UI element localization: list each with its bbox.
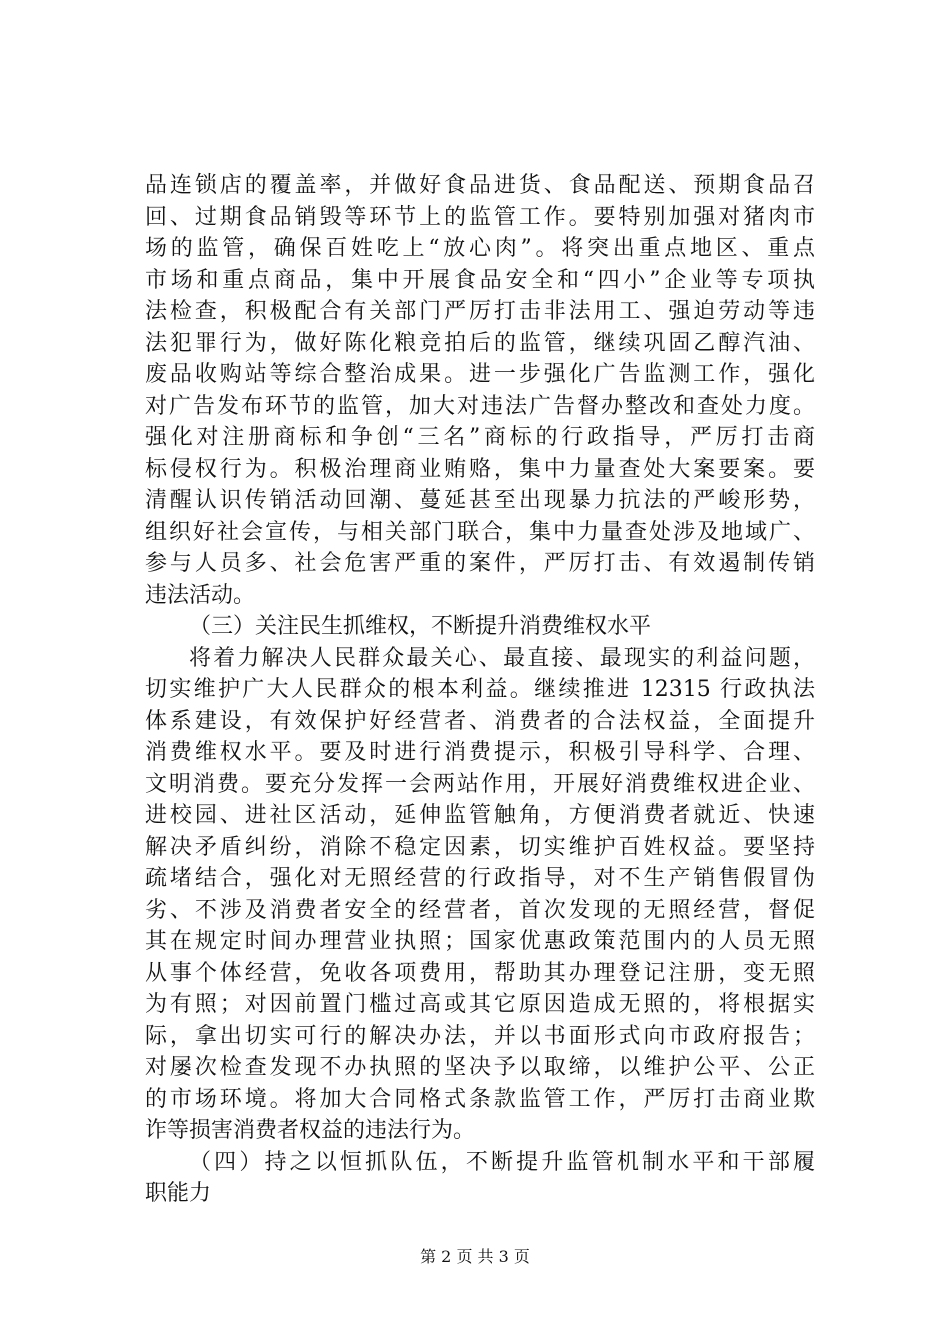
paragraph-line: 废品收购站等综合整治成果。进一步强化广告监测工作，强化 bbox=[145, 362, 815, 387]
paragraph-line: 疏堵结合，强化对无照经营的行政指导，对不生产销售假冒伪 bbox=[145, 866, 815, 891]
paragraph-line: 回、过期食品销毁等环节上的监管工作。要特别加强对猪肉市 bbox=[145, 204, 815, 230]
paragraph-line: 强化对注册商标和争创“三名”商标的行政指导，严厉打击商 bbox=[145, 425, 815, 450]
paragraph-line: 文明消费。要充分发挥一会两站作用，开展好消费维权进企业、 bbox=[145, 771, 815, 797]
paragraph-line: 际，拿出切实可行的解决办法，并以书面形式向市政府报告； bbox=[145, 1023, 815, 1049]
paragraph-line: 品连锁店的覆盖率，并做好食品进货、食品配送、预期食品召 bbox=[145, 173, 815, 198]
paragraph-line: 将着力解决人民群众最关心、最直接、最现实的利益问题， bbox=[189, 645, 815, 671]
paragraph-line: 参与人员多、社会危害严重的案件，严厉打击、有效遏制传销 bbox=[145, 551, 815, 576]
paragraph-line: 切实维护广大人民群众的根本利益。继续推进 12315 行政执法 bbox=[145, 677, 815, 702]
paragraph-line: 从事个体经营，免收各项费用，帮助其办理登记注册，变无照 bbox=[145, 960, 815, 986]
paragraph-line: 违法活动。 bbox=[145, 582, 256, 608]
paragraph-line: 体系建设，有效保护好经营者、消费者的合法权益，全面提升 bbox=[145, 708, 815, 734]
paragraph-line: 诈等损害消费者权益的违法行为。 bbox=[145, 1118, 476, 1143]
section-heading-3: （三）关注民生抓维权，不断提升消费维权水平 bbox=[189, 614, 652, 639]
paragraph-line: 解决矛盾纠纷，消除不稳定因素，切实维护百姓权益。要坚持 bbox=[145, 834, 815, 860]
paragraph-line: 标侵权行为。积极治理商业贿赂，集中力量查处大案要案。要 bbox=[145, 456, 815, 482]
paragraph-line: 进校园、进社区活动，延伸监管触角，方便消费者就近、快速 bbox=[145, 803, 815, 828]
paragraph-line: 消费维权水平。要及时进行消费提示，积极引导科学、合理、 bbox=[145, 740, 815, 765]
page-footer: 第 2 页 共 3 页 bbox=[420, 1247, 530, 1266]
section-heading-4-continued: 职能力 bbox=[145, 1181, 212, 1206]
paragraph-line: 场的监管，确保百姓吃上“放心肉”。将突出重点地区、重点 bbox=[145, 236, 815, 261]
paragraph-line: 其在规定时间办理营业执照；国家优惠政策范围内的人员无照 bbox=[145, 929, 815, 954]
section-heading-4: （四）持之以恒抓队伍，不断提升监管机制水平和干部履 bbox=[189, 1149, 815, 1175]
paragraph-line: 对广告发布环节的监管，加大对违法广告督办整改和查处力度。 bbox=[145, 393, 815, 419]
paragraph-line: 为有照；对因前置门槛过高或其它原因造成无照的，将根据实 bbox=[145, 992, 815, 1017]
paragraph-line: 清醒认识传销活动回潮、蔓延甚至出现暴力抗法的严峻形势， bbox=[145, 488, 815, 513]
document-body bbox=[145, 170, 815, 1210]
paragraph-line: 劣、不涉及消费者安全的经营者，首次发现的无照经营，督促 bbox=[145, 897, 815, 923]
paragraph-line: 市场和重点商品，集中开展食品安全和“四小”企业等专项执 bbox=[145, 267, 815, 293]
paragraph-line: 组织好社会宣传，与相关部门联合，集中力量查处涉及地域广、 bbox=[145, 519, 815, 545]
paragraph-line: 法检查，积极配合有关部门严厉打击非法用工、强迫劳动等违 bbox=[145, 299, 815, 324]
paragraph-line: 法犯罪行为，做好陈化粮竞拍后的监管，继续巩固乙醇汽油、 bbox=[145, 330, 815, 356]
paragraph-line: 对屡次检查发现不办执照的坚决予以取缔，以维护公平、公正 bbox=[145, 1055, 815, 1080]
paragraph-line: 的市场环境。将加大合同格式条款监管工作，严厉打击商业欺 bbox=[145, 1086, 815, 1112]
